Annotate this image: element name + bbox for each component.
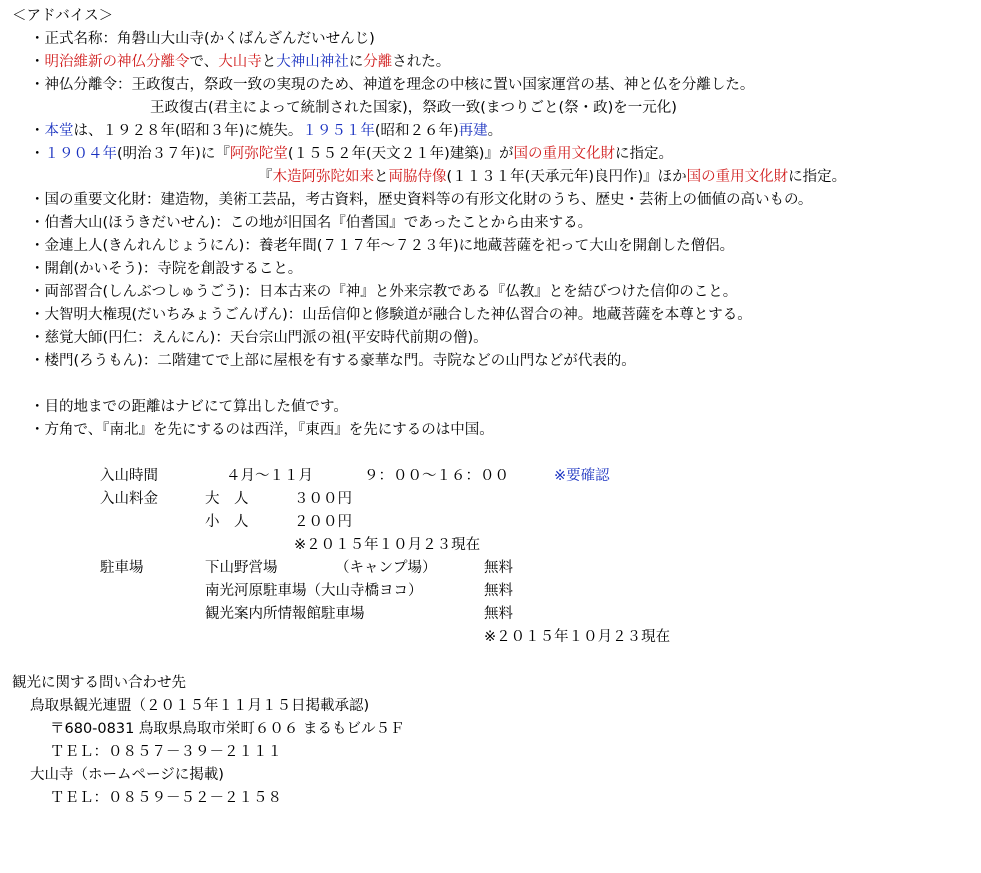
hours-months: ４月～１１月 (226, 468, 313, 484)
highlight-red: 国の重用文化財 (513, 146, 615, 162)
glossary-item: ・金連上人(きんれんじょうにん)：養老年間(７１７年～７２３年)に地蔵菩薩を祀って大山を開創した僧侶。 (30, 238, 735, 254)
text-segment: ・ (30, 54, 45, 70)
text-segment: と (261, 54, 277, 70)
note-item: ・目的地までの距離はナビにて算出した値です。 (30, 399, 348, 415)
glossary-item: ・国の重要文化財：建造物，美術工芸品，考古資料，歴史資料等の有形文化財のうち、歴史・芸術上の価値の高いもの。 (30, 192, 813, 208)
parking-sub: （キャンプ場） (335, 560, 437, 576)
hours-note: ※要確認 (554, 468, 610, 484)
parking-fee: 無料 (484, 583, 513, 599)
text-segment: (明治３７年)に『 (117, 146, 230, 162)
highlight-blue: 大神山神社 (276, 54, 349, 70)
note-item: ・方角で、『南北』を先にするのは西洋，『東西』を先にするのは中国。 (30, 422, 494, 438)
hours-label: 入山時間 (100, 468, 158, 484)
highlight-red: 阿弥陀堂 (229, 146, 288, 162)
text-segment: 。 (487, 123, 503, 139)
text-segment: に指定。 (788, 169, 847, 185)
main-hall-line (30, 121, 502, 143)
text-segment: された。 (392, 54, 451, 70)
parking-name: 南光河原駐車場（大山寺橋ヨコ） (205, 583, 423, 599)
text-segment: は、１９２８年(昭和３年)に焼失。 (73, 123, 303, 139)
text-segment: で、 (189, 54, 219, 70)
highlight-red: 木造阿弥陀如来 (272, 169, 374, 185)
contacts-heading: 観光に関する問い合わせ先 (12, 675, 186, 691)
text-segment: (昭和２６年) (374, 123, 459, 139)
org1-name: 鳥取県観光連盟（２０１５年１１月１５日掲載承認) (30, 698, 370, 714)
highlight-blue: 再建 (458, 123, 488, 139)
text-segment: (１１３１年(天承元年)良円作)』ほか (446, 169, 687, 185)
highlight-blue: １９５１年 (302, 123, 375, 139)
glossary-item: ・両部習合(しんぶつしゅうごう)：日本古来の『神』と外来宗教である『仏教』とを結びつけた信仰のこと。 (30, 284, 738, 300)
glossary-item: ・楼門(ろうもん)：二階建てで上部に屋根を有する豪華な門。寺院などの山門などが代表的。 (30, 353, 636, 369)
highlight-red: 大山寺 (218, 54, 262, 70)
parking-label: 駐車場 (100, 560, 144, 576)
text-segment: (１５５２年(天文２１年)建築)』が (287, 146, 514, 162)
advice-header: ＜アドバイス＞ (12, 8, 114, 24)
text-segment: と (374, 169, 389, 185)
text-segment: ・ (30, 123, 45, 139)
glossary-item: ・開創(かいそう)：寺院を創設すること。 (30, 261, 303, 277)
glossary-item: ・伯耆大山(ほうきだいせん)：この地が旧国名『伯耆国』であったことから由来する。 (30, 215, 593, 231)
org2-tel: ＴＥＬ：０８５９－５２－２１５８ (50, 790, 282, 806)
highlight-blue: 本堂 (44, 123, 74, 139)
fee-label: 入山料金 (100, 491, 158, 507)
highlight-red: 両脇侍像 (388, 169, 447, 185)
highlight-red: 明治維新の神仏分離令 (44, 54, 190, 70)
org1-tel: ＴＥＬ：０８５７－３９－２１１１ (50, 744, 282, 760)
highlight-red: 国の重用文化財 (686, 169, 789, 185)
text-segment: 『 (258, 169, 273, 185)
text-segment: に (348, 54, 364, 70)
parking-name: 観光案内所情報館駐車場 (205, 606, 365, 622)
fee-child-label: 小 人 (205, 514, 249, 530)
fee-adult-label: 大 人 (205, 491, 249, 507)
highlight-red: 分離 (363, 54, 393, 70)
hours-time: ９：００～１６：００ (364, 468, 509, 484)
glossary-item: ・慈覚大師(円仁：えんにん)：天台宗山門派の祖(平安時代前期の僧)。 (30, 330, 488, 346)
fee-adult-value: ３００円 (294, 491, 352, 507)
text-segment: ・ (30, 146, 45, 162)
parking-fee: 無料 (484, 606, 513, 622)
separation-line (30, 52, 450, 74)
parking-fee: 無料 (484, 560, 513, 576)
designation-statues-line (258, 167, 846, 189)
official-name: ・正式名称：角磐山大山寺(かくばんざんだいせんじ) (30, 31, 375, 47)
highlight-blue: １９０４年 (44, 146, 117, 162)
fee-as-of: ※２０１５年１０月２３現在 (294, 537, 481, 553)
org2-name: 大山寺（ホームページに掲載) (30, 767, 224, 783)
parking-as-of: ※２０１５年１０月２３現在 (484, 629, 671, 645)
text-segment: に指定。 (614, 146, 673, 162)
shinbutsu-decree: ・神仏分離令：王政復古，祭政一致の実現のため、神道を理念の中核に置い国家運営の基、神と仏を分離した。 (30, 77, 755, 93)
designation-1904-line (30, 144, 673, 166)
restoration-note: 王政復古(君主によって統制された国家)，祭政一致(まつりごと(祭・政)を一元化) (150, 100, 677, 116)
org1-address: 〒680-0831 鳥取県鳥取市栄町６０６ まるもビル５Ｆ (50, 721, 405, 737)
fee-child-value: ２００円 (294, 514, 352, 530)
parking-name: 下山野営場 (205, 560, 278, 576)
glossary-item: ・大智明大権現(だいちみょうごんげん)：山岳信仰と修験道が融合した神仏習合の神。地蔵菩薩を本尊とする。 (30, 307, 752, 323)
